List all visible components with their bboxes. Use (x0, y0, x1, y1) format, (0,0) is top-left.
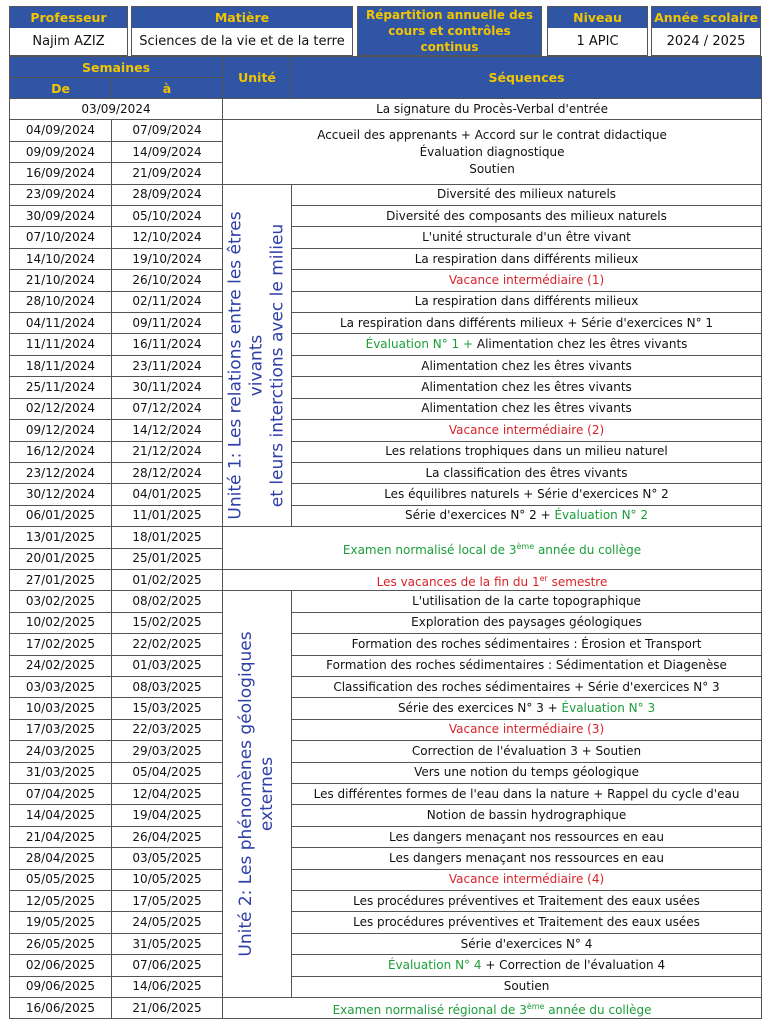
week-end: 07/12/2024 (112, 398, 223, 419)
week-end: 26/04/2025 (112, 826, 223, 847)
sequence-text: Alimentation chez les êtres vivants (476, 337, 688, 352)
vacation-sequence: Vacance intermédiaire (2) (292, 420, 762, 441)
week-start: 02/12/2024 (10, 398, 112, 419)
week-start: 17/02/2025 (10, 634, 112, 655)
vacation-text: Les vacances de la fin du 1 (376, 574, 540, 589)
week-start: 27/01/2025 (10, 569, 112, 590)
repartition-line1: Répartition annuelle des (366, 7, 533, 22)
week-end: 14/06/2025 (112, 976, 223, 997)
week-end: 16/11/2024 (112, 334, 223, 355)
week-start: 16/12/2024 (10, 441, 112, 462)
sequence: Série d'exercices N° 4 (292, 933, 762, 954)
evaluation-text: Évaluation N° 4 (387, 957, 482, 972)
professeur-box (9, 6, 128, 56)
week-end: 21/06/2025 (112, 998, 223, 1019)
week-end: 08/02/2025 (112, 591, 223, 612)
week-end: 19/10/2024 (112, 248, 223, 269)
week-end: 19/04/2025 (112, 805, 223, 826)
week-end: 04/01/2025 (112, 484, 223, 505)
week-start: 14/10/2024 (10, 248, 112, 269)
week-end: 21/12/2024 (112, 441, 223, 462)
sequence (292, 505, 762, 526)
week-start: 04/09/2024 (10, 120, 112, 141)
sequence: Les équilibres naturels + Série d'exercices N° 2 (292, 484, 762, 505)
sequence: Les différentes formes de l'eau dans la nature + Rappel du cycle d'eau (292, 784, 762, 805)
sequence: Les relations trophiques dans un milieu naturel (292, 441, 762, 462)
week-start: 20/01/2025 (10, 548, 112, 569)
week-start: 04/11/2024 (10, 313, 112, 334)
annee-box (651, 6, 761, 56)
vacation-text-end: semestre (547, 574, 608, 589)
sequence: Vers une notion du temps géologique (292, 762, 762, 783)
sequence: Diversité des milieux naturels (292, 184, 762, 205)
week-start: 06/01/2025 (10, 505, 112, 526)
intro-sequence: La signature du Procès-Verbal d'entrée (223, 99, 762, 120)
exam-local-sequence (223, 527, 762, 570)
unite-header: Unité (223, 57, 292, 99)
niveau-value: 1 APIC (576, 34, 619, 49)
sequence (292, 334, 762, 355)
annee-label: Année scolaire (652, 7, 760, 28)
sequence: Les dangers menaçant nos ressources en eau (292, 826, 762, 847)
exam-regional-sup: ème (526, 1001, 545, 1011)
repartition-box (357, 6, 542, 56)
intro-date: 03/09/2024 (10, 99, 223, 120)
vacation-sequence: Vacance intermédiaire (3) (292, 719, 762, 740)
annee-value: 2024 / 2025 (666, 34, 746, 49)
sequence: Formation des roches sédimentaires : Érosion et Transport (292, 634, 762, 655)
sequence: La respiration dans différents milieux + Série d'exercices N° 1 (292, 313, 762, 334)
week-start: 16/06/2025 (10, 998, 112, 1019)
week-end: 15/02/2025 (112, 612, 223, 633)
professeur-value: Najim AZIZ (32, 34, 105, 49)
exam-regional-sequence (223, 998, 762, 1019)
sequence: Alimentation chez les êtres vivants (292, 398, 762, 419)
week-end: 02/11/2024 (112, 291, 223, 312)
sequence: Les procédures préventives et Traitement des eaux usées (292, 912, 762, 933)
intro-seq-line: Soutien (469, 161, 515, 176)
sequence: Notion de bassin hydrographique (292, 805, 762, 826)
week-start: 28/04/2025 (10, 848, 112, 869)
sequence: Formation des roches sédimentaires : Sédimentation et Diagenèse (292, 655, 762, 676)
week-start: 24/03/2025 (10, 741, 112, 762)
week-end: 29/03/2025 (112, 741, 223, 762)
sequence: Soutien (292, 976, 762, 997)
exam-local-text: Examen normalisé local de 3 (342, 542, 517, 557)
week-end: 01/03/2025 (112, 655, 223, 676)
week-end: 09/11/2024 (112, 313, 223, 334)
week-end: 21/09/2024 (112, 163, 223, 184)
week-start: 30/12/2024 (10, 484, 112, 505)
week-end: 23/11/2024 (112, 355, 223, 376)
sequences-header: Séquences (292, 57, 762, 99)
unit2-title-line2: externes (257, 757, 278, 832)
week-end: 07/06/2025 (112, 955, 223, 976)
exam-regional-text: Examen normalisé régional de 3 (332, 1002, 527, 1017)
week-start: 30/09/2024 (10, 206, 112, 227)
unit2-cell (223, 591, 292, 998)
professeur-label: Professeur (10, 7, 127, 28)
week-end: 28/09/2024 (112, 184, 223, 205)
sequence: Les dangers menaçant nos ressources en eau (292, 848, 762, 869)
week-start: 09/09/2024 (10, 141, 112, 162)
repartition-line2: cours et contrôles continus (388, 23, 511, 55)
week-start: 17/03/2025 (10, 719, 112, 740)
sequence (292, 955, 762, 976)
week-end: 14/09/2024 (112, 141, 223, 162)
unit1-title-line1: Unité 1: Les relations entre les êtres vivants (225, 211, 267, 520)
semaines-header: Semaines (10, 57, 223, 78)
week-start: 21/10/2024 (10, 270, 112, 291)
evaluation-text: Évaluation N° 2 (554, 508, 649, 523)
week-end: 15/03/2025 (112, 698, 223, 719)
week-end: 24/05/2025 (112, 912, 223, 933)
week-end: 18/01/2025 (112, 527, 223, 548)
week-start: 16/09/2024 (10, 163, 112, 184)
week-start: 26/05/2025 (10, 933, 112, 954)
unit2-title-line1: Unité 2: Les phénomènes géologiques (236, 631, 257, 957)
evaluation-text: Évaluation N° 3 (561, 701, 656, 716)
exam-local-sup: ème (516, 541, 535, 551)
week-end: 22/02/2025 (112, 634, 223, 655)
week-start: 10/02/2025 (10, 612, 112, 633)
week-end: 31/05/2025 (112, 933, 223, 954)
sequence: La respiration dans différents milieux (292, 291, 762, 312)
sequence-text: Série des exercices N° 3 + (397, 701, 562, 716)
vacation-sup: er (539, 573, 548, 583)
niveau-label: Niveau (548, 7, 647, 28)
week-start: 31/03/2025 (10, 762, 112, 783)
matiere-label: Matière (132, 7, 352, 28)
week-start: 03/02/2025 (10, 591, 112, 612)
week-start: 11/11/2024 (10, 334, 112, 355)
matiere-box (131, 6, 353, 56)
unit1-title (226, 195, 289, 527)
sequence: Les procédures préventives et Traitement des eaux usées (292, 891, 762, 912)
intro-sequence-block (223, 120, 762, 184)
schedule-table (9, 56, 762, 1019)
sequence: L'utilisation de la carte topographique (292, 591, 762, 612)
sequence (292, 698, 762, 719)
week-start: 23/12/2024 (10, 462, 112, 483)
sequence: Alimentation chez les êtres vivants (292, 355, 762, 376)
week-end: 07/09/2024 (112, 120, 223, 141)
intro-seq-line: Évaluation diagnostique (419, 144, 565, 159)
exam-local-text-end: année du collège (534, 542, 642, 557)
week-end: 25/01/2025 (112, 548, 223, 569)
sequence-text: + Correction de l'évaluation 4 (481, 957, 666, 972)
week-start: 21/04/2025 (10, 826, 112, 847)
week-start: 13/01/2025 (10, 527, 112, 548)
unit1-title-line2: et leurs interctions avec le milieu (267, 224, 288, 508)
week-end: 26/10/2024 (112, 270, 223, 291)
week-start: 02/06/2025 (10, 955, 112, 976)
week-end: 01/02/2025 (112, 569, 223, 590)
week-end: 11/01/2025 (112, 505, 223, 526)
vacation-sequence: Vacance intermédiaire (4) (292, 869, 762, 890)
sequence: Alimentation chez les êtres vivants (292, 377, 762, 398)
evaluation-text: Évaluation N° 1 + (365, 337, 477, 352)
sequence-text: Série d'exercices N° 2 + (405, 508, 555, 523)
week-end: 10/05/2025 (112, 869, 223, 890)
week-end: 05/04/2025 (112, 762, 223, 783)
week-start: 03/03/2025 (10, 676, 112, 697)
vacation-sequence: Vacance intermédiaire (1) (292, 270, 762, 291)
week-start: 25/11/2024 (10, 377, 112, 398)
week-start: 10/03/2025 (10, 698, 112, 719)
sequence: La respiration dans différents milieux (292, 248, 762, 269)
de-header: De (10, 78, 112, 99)
sequence: Diversité des composants des milieux naturels (292, 206, 762, 227)
week-end: 28/12/2024 (112, 462, 223, 483)
week-start: 09/12/2024 (10, 420, 112, 441)
niveau-box (547, 6, 648, 56)
week-end: 12/04/2025 (112, 784, 223, 805)
week-start: 14/04/2025 (10, 805, 112, 826)
week-end: 22/03/2025 (112, 719, 223, 740)
week-end: 30/11/2024 (112, 377, 223, 398)
week-start: 12/05/2025 (10, 891, 112, 912)
week-end: 17/05/2025 (112, 891, 223, 912)
sequence: Exploration des paysages géologiques (292, 612, 762, 633)
week-start: 07/04/2025 (10, 784, 112, 805)
week-start: 09/06/2025 (10, 976, 112, 997)
a-header: à (112, 78, 223, 99)
week-start: 18/11/2024 (10, 355, 112, 376)
week-start: 28/10/2024 (10, 291, 112, 312)
week-end: 08/03/2025 (112, 676, 223, 697)
week-start: 19/05/2025 (10, 912, 112, 933)
week-end: 05/10/2024 (112, 206, 223, 227)
week-start: 24/02/2025 (10, 655, 112, 676)
week-end: 14/12/2024 (112, 420, 223, 441)
week-start: 23/09/2024 (10, 184, 112, 205)
matiere-value: Sciences de la vie et de la terre (139, 34, 345, 49)
intro-seq-line: Accueil des apprenants + Accord sur le contrat didactique (317, 127, 667, 142)
sequence: L'unité structurale d'un être vivant (292, 227, 762, 248)
sequence: Classification des roches sédimentaires + Série d'exercices N° 3 (292, 676, 762, 697)
unit2-title (236, 591, 278, 998)
unit1-cell (223, 184, 292, 527)
exam-regional-text-end: année du collège (544, 1002, 652, 1017)
sequence: Correction de l'évaluation 3 + Soutien (292, 741, 762, 762)
week-start: 07/10/2024 (10, 227, 112, 248)
week-end: 12/10/2024 (112, 227, 223, 248)
week-start: 05/05/2025 (10, 869, 112, 890)
sequence: La classification des êtres vivants (292, 462, 762, 483)
semester-vacation-sequence (223, 569, 762, 590)
week-end: 03/05/2025 (112, 848, 223, 869)
